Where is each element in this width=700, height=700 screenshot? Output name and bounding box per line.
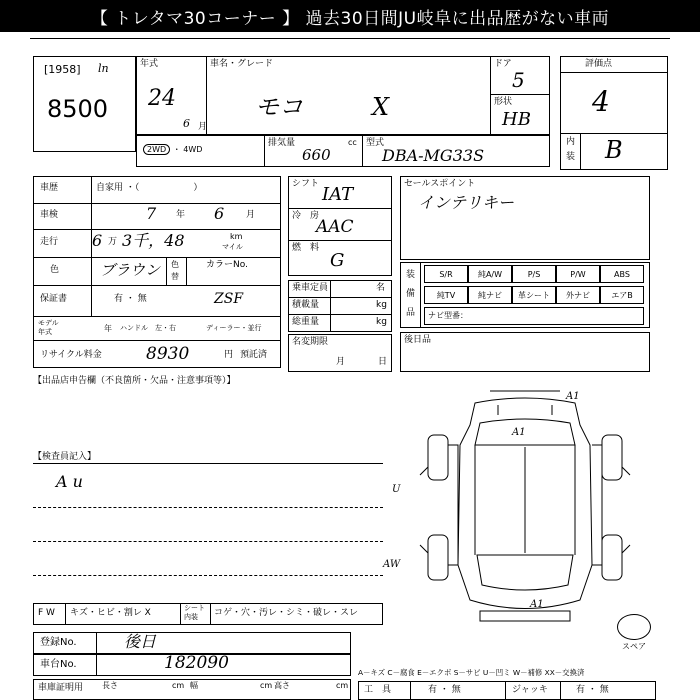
recycle-value: 8930 [146, 344, 190, 364]
equipment-label-1: 装 [406, 270, 416, 280]
equipment-item: S/R [424, 265, 468, 283]
seller-notes-label: 【出品店申告欄（不良箇所・欠品・注意事項等）】 [33, 376, 236, 386]
damage-mark: A1 [512, 427, 526, 438]
corner-code: [1958] [44, 63, 81, 76]
shape-label: 形状 [494, 97, 513, 107]
handle-label: ハンドル 左・右 [120, 324, 176, 332]
tools-row [358, 681, 656, 700]
mileage-rest: 3千，48 [122, 231, 185, 250]
score-label: 評価点 [585, 59, 613, 69]
year-label: 年式 [140, 59, 159, 69]
inspection-month-unit: 月 [246, 210, 256, 220]
model-year-label-1: モデル [38, 319, 59, 327]
equipment-label-2: 備 [406, 289, 416, 299]
banner: 【 トレタマ30コーナー 】 過去30日間JU岐阜に出品歴がない車両 [0, 0, 700, 32]
car-diagram [380, 385, 670, 625]
lot-number-box [33, 56, 136, 152]
expiry-month: 月 [336, 357, 346, 367]
color-no-label: カラーNo. [206, 260, 248, 270]
interior-label-2: 装 [566, 152, 576, 162]
recycle-label: リサイクル料金 [40, 350, 102, 360]
shift-value: IAT [322, 184, 354, 205]
fw-label: F W [38, 608, 55, 618]
inspector-label: 【検査員記入】 [33, 452, 97, 462]
recycle-deposit: 預託済 [240, 350, 268, 360]
ac-label: 冷 房 [292, 211, 320, 221]
dealer-label: ディーラー・並行 [206, 324, 262, 332]
history-value: 自家用 ・（ ） [96, 183, 203, 193]
lot-number: 8500 [47, 95, 109, 123]
door-label: ドア [494, 59, 512, 69]
model-year-label-2: 年式 [38, 328, 52, 336]
equipment-label-3: 品 [406, 308, 416, 318]
model-value: DBA-MG33S [382, 146, 485, 165]
model-year-unit: 年 [104, 324, 112, 333]
damage-mark: A1 [530, 599, 544, 610]
equipment-item: 革シート [512, 286, 556, 304]
equipment-item: 純ナビ [468, 286, 512, 304]
inspection-year-unit: 年 [176, 210, 186, 220]
sales-point-value: インテリキー [418, 193, 515, 212]
jack-value: 有 ・ 無 [576, 685, 609, 695]
month-suffix: 月 [198, 122, 208, 132]
navi-label: ナビ型番： [428, 311, 468, 320]
cert-unit-1: cm [172, 681, 185, 690]
spare-tire-icon [617, 614, 651, 640]
inspection-label: 車検 [40, 210, 59, 220]
inspection-month: 6 [214, 204, 225, 223]
color-label: 色 [50, 265, 60, 275]
mileage-man-unit: 万 [108, 237, 118, 247]
jack-label: ジャッキ [512, 685, 548, 695]
divider [30, 38, 670, 39]
drive-4wd: 4WD [183, 145, 203, 154]
color-change-2: 替 [171, 272, 179, 281]
damage-mark: U [392, 484, 401, 495]
displacement-unit: cc [348, 138, 357, 147]
mileage-unit-mile: マイル [222, 243, 243, 251]
gross-unit: kg [376, 317, 387, 327]
later-items-box [400, 332, 650, 372]
grade-value: X [372, 93, 390, 121]
equipment-item: ABS [600, 265, 644, 283]
corner-suffix: ln [98, 62, 109, 75]
equipment-item: エアB [600, 286, 644, 304]
cert-width: 幅 [190, 681, 198, 690]
cert-length: 長さ [102, 681, 118, 690]
cert-unit-2: cm [260, 681, 273, 690]
cert-label: 車庫証明用 [38, 683, 84, 693]
color-value: ブラウン [100, 261, 161, 279]
tools-label: 工 具 [364, 685, 392, 695]
chassis-label: 車台No. [40, 659, 77, 670]
reg-value: 後日 [124, 632, 157, 651]
cert-height: 高さ [274, 681, 290, 690]
damage-legend: A－キズ C－腐食 E－エクボ S－サビ U－凹ミ W－補修 XX－交換済 [358, 668, 585, 677]
seat-value: コゲ・穴・汚レ・シミ・破レ・スレ [214, 608, 359, 618]
color-change-1: 色 [171, 260, 179, 269]
load-unit: kg [376, 300, 387, 310]
interior-value: B [605, 136, 623, 164]
inspection-year: 7 [146, 204, 157, 223]
displacement-label: 排気量 [268, 138, 296, 148]
equipment-item: 純A/W [468, 265, 512, 283]
recycle-unit: 円 [224, 350, 234, 360]
shift-label: シフト [292, 179, 320, 189]
color-no-value: ZSF [214, 291, 244, 307]
expiry-day: 日 [378, 357, 388, 367]
fw-value: キズ・ヒビ・割レ X [70, 608, 151, 618]
warranty-value: 有 ・ 無 [114, 294, 147, 304]
warranty-label: 保証書 [40, 294, 68, 304]
history-label: 車歴 [40, 183, 59, 193]
drive-2wd: 2WD [143, 144, 170, 155]
gross-label: 総重量 [292, 317, 320, 327]
mileage-unit-km: km [230, 232, 243, 241]
fuel-label: 燃 料 [292, 243, 320, 253]
year-value: 24 [148, 86, 176, 111]
damage-mark: A1 [566, 391, 580, 402]
seat-label-2: 内装 [184, 613, 198, 621]
score-value: 4 [592, 85, 610, 118]
reg-label: 登録No. [40, 637, 77, 648]
month-value: 6 [183, 117, 190, 130]
reg-row [33, 632, 351, 654]
inspector-note: A u [56, 472, 83, 491]
tools-value: 有 ・ 無 [428, 685, 461, 695]
capacity-label: 乗車定員 [292, 283, 329, 293]
equipment-item: 外ナビ [556, 286, 600, 304]
cert-unit-3: cm [336, 681, 349, 690]
expiry-label: 名変期限 [292, 337, 329, 347]
fuel-value: G [330, 250, 345, 271]
car-name-label: 車名・グレード [210, 59, 274, 69]
mileage-label: 走行 [40, 237, 59, 247]
equipment-item: P/S [512, 265, 556, 283]
drive-row [143, 146, 202, 154]
later-items-label: 後日品 [404, 335, 432, 345]
model-label: 型式 [366, 138, 385, 148]
displacement-value: 660 [302, 146, 331, 164]
car-name-value: モコ [255, 93, 303, 121]
capacity-unit: 名 [376, 283, 386, 293]
drive-sep: ・ [172, 145, 181, 154]
mileage-man: 6 [92, 231, 103, 250]
chassis-value: 182090 [164, 653, 229, 673]
door-value: 5 [512, 68, 525, 92]
equipment-item: 純TV [424, 286, 468, 304]
interior-label-1: 内 [566, 137, 576, 147]
equipment-item: P/W [556, 265, 600, 283]
sales-point-label: セールスポイント [404, 179, 476, 189]
load-label: 積載量 [292, 300, 320, 310]
seat-label-1: シート [184, 604, 205, 612]
shape-value: HB [502, 109, 531, 130]
spare-label: スペア [622, 642, 646, 651]
damage-mark: AW [383, 559, 401, 570]
ac-value: AAC [316, 217, 354, 237]
